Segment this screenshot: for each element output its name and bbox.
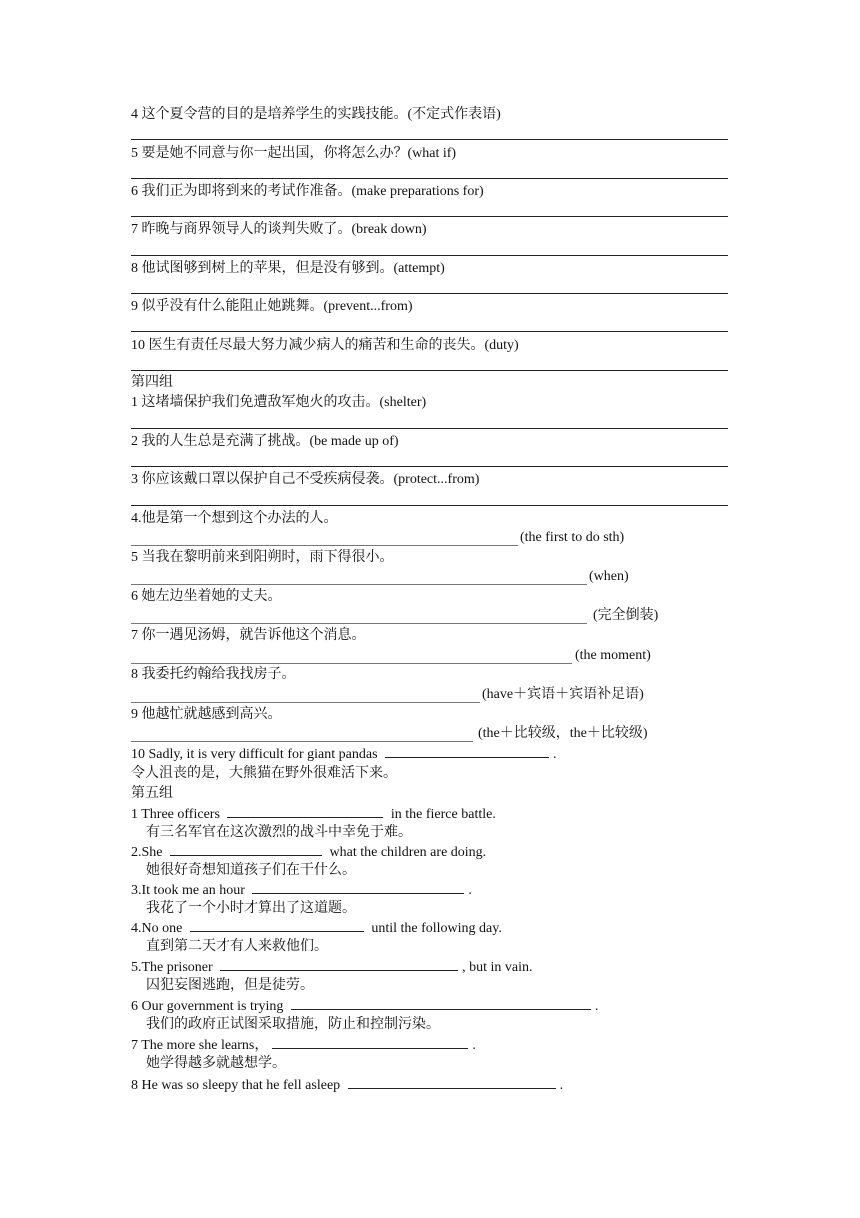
group4-item-7-hint: (the moment) (575, 648, 651, 663)
group5-item-6-translation: 我们的政府正试图采取措施，防止和控制污染。 (146, 1017, 440, 1032)
answer-line[interactable] (131, 584, 587, 585)
answer-line[interactable] (131, 331, 728, 332)
group4-item-2: 2 我的人生总是充满了挑战。(be made up of) (131, 434, 399, 449)
group4-item-10-after: . (553, 747, 557, 762)
answer-blank[interactable] (348, 1076, 556, 1089)
group4-item-9-hint: (the＋比较级，the＋比较级) (478, 726, 648, 741)
group4-item-9-prompt: 9 他越忙就越感到高兴。 (131, 707, 282, 722)
answer-line[interactable] (131, 741, 473, 742)
group4-title: 第四组 (131, 375, 173, 390)
group5-item-4 (131, 919, 502, 938)
group3-item-5: 5 要是她不同意与你一起出国，你将怎么办？(what if) (131, 146, 457, 161)
answer-blank[interactable] (190, 919, 364, 932)
group5-item-2-before: 2.She (131, 845, 163, 860)
answer-blank[interactable] (170, 843, 322, 856)
group5-item-3-after: . (468, 883, 472, 898)
group5-item-6 (131, 997, 598, 1016)
group5-item-7-translation: 她学得越多就越想学。 (146, 1056, 286, 1071)
group3-item-4: 4 这个夏令营的目的是培养学生的实践技能。(不定式作表语) (131, 107, 501, 122)
group5-item-7 (131, 1036, 476, 1055)
group4-item-6-hint: (完全倒装) (593, 608, 659, 623)
group5-item-3-translation: 我花了一个小时才算出了这道题。 (146, 901, 356, 916)
group5-item-8-after: . (559, 1078, 564, 1093)
answer-line[interactable] (131, 466, 728, 467)
answer-line[interactable] (131, 293, 728, 294)
answer-line[interactable] (131, 505, 728, 506)
group5-item-6-before: 6 Our government is trying (131, 999, 284, 1014)
group4-item-8-hint: (have＋宾语＋宾语补足语) (482, 687, 644, 702)
answer-blank[interactable] (272, 1036, 468, 1049)
answer-blank[interactable] (385, 745, 549, 758)
group4-item-6-prompt: 6 她左边坐着她的丈夫。 (131, 589, 282, 604)
group5-item-1-after: in the fierce battle. (390, 807, 496, 822)
answer-line[interactable] (131, 623, 587, 624)
group4-item-10-translation: 令人沮丧的是，大熊猫在野外很难活下来。 (131, 766, 397, 781)
group5-item-2-after: what the children are doing. (329, 845, 487, 860)
group4-item-1: 1 这堵墙保护我们免遭敌军炮火的攻击。(shelter) (131, 395, 427, 410)
group5-item-4-translation: 直到第二天才有人来救他们。 (146, 939, 328, 954)
group5-item-7-after: . (472, 1038, 476, 1053)
group3-item-7: 7 昨晚与商界领导人的谈判失败了。(break down) (131, 222, 427, 237)
group3-item-6: 6 我们正为即将到来的考试作准备。(make preparations for) (131, 184, 484, 199)
answer-line[interactable] (131, 216, 728, 217)
answer-line[interactable] (131, 545, 518, 546)
group3-item-8: 8 他试图够到树上的苹果，但是没有够到。(attempt) (131, 261, 445, 276)
group4-item-7-prompt: 7 你一遇见汤姆，就告诉他这个消息。 (131, 628, 366, 643)
group5-item-7-before: 7 The more she learns， (131, 1038, 269, 1053)
group4-item-4-hint: (the first to do sth) (520, 530, 625, 545)
answer-line[interactable] (131, 139, 728, 140)
answer-blank[interactable] (252, 881, 464, 894)
group5-item-5 (131, 958, 533, 977)
answer-line[interactable] (131, 370, 728, 371)
group3-item-10: 10 医生有责任尽最大努力减少病人的痛苦和生命的丧失。(duty) (131, 338, 519, 353)
group5-item-5-translation: 囚犯妄图逃跑，但是徒劳。 (146, 978, 314, 993)
group5-item-1-before: 1 Three officers (131, 807, 220, 822)
group5-item-1-translation: 有三名军官在这次激烈的战斗中幸免于难。 (146, 825, 412, 840)
group5-item-4-after: until the following day. (371, 921, 502, 936)
answer-line[interactable] (131, 255, 728, 256)
group4-item-5-hint: (when) (589, 569, 629, 584)
group5-item-1 (131, 805, 496, 824)
group5-item-8-before: 8 He was so sleepy that he fell asleep (131, 1078, 341, 1093)
answer-blank[interactable] (220, 958, 458, 971)
group5-item-5-before: 5.The prisoner (131, 960, 213, 975)
answer-line[interactable] (131, 178, 728, 179)
group5-item-5-after: , but in vain. (462, 960, 533, 975)
group4-item-5-prompt: 5 当我在黎明前来到阳朔时，雨下得很小。 (131, 550, 394, 565)
group4-item-10 (131, 745, 557, 764)
group5-item-3 (131, 881, 472, 900)
answer-line[interactable] (131, 663, 572, 664)
group4-item-4-prompt: 4.他是第一个想到这个办法的人。 (131, 511, 338, 526)
group4-item-8-prompt: 8 我委托约翰给我找房子。 (131, 667, 296, 682)
group5-title: 第五组 (131, 786, 173, 801)
group5-item-3-before: 3.It took me an hour (131, 883, 245, 898)
answer-blank[interactable] (291, 997, 591, 1010)
group4-item-3: 3 你应该戴口罩以保护自己不受疾病侵袭。(protect...from) (131, 472, 480, 487)
group3-item-9: 9 似乎没有什么能阻止她跳舞。(prevent...from) (131, 299, 413, 314)
group5-item-2 (131, 843, 486, 862)
answer-line[interactable] (131, 428, 728, 429)
answer-line[interactable] (131, 702, 480, 703)
answer-blank[interactable] (227, 805, 383, 818)
group5-item-2-translation: 她很好奇想知道孩子们在干什么。 (146, 863, 356, 878)
group5-item-4-before: 4.No one (131, 921, 183, 936)
group5-item-8 (131, 1076, 563, 1095)
group4-item-10-before: 10 Sadly, it is very difficult for giant pandas (131, 747, 378, 762)
group5-item-6-after: . (594, 999, 599, 1014)
